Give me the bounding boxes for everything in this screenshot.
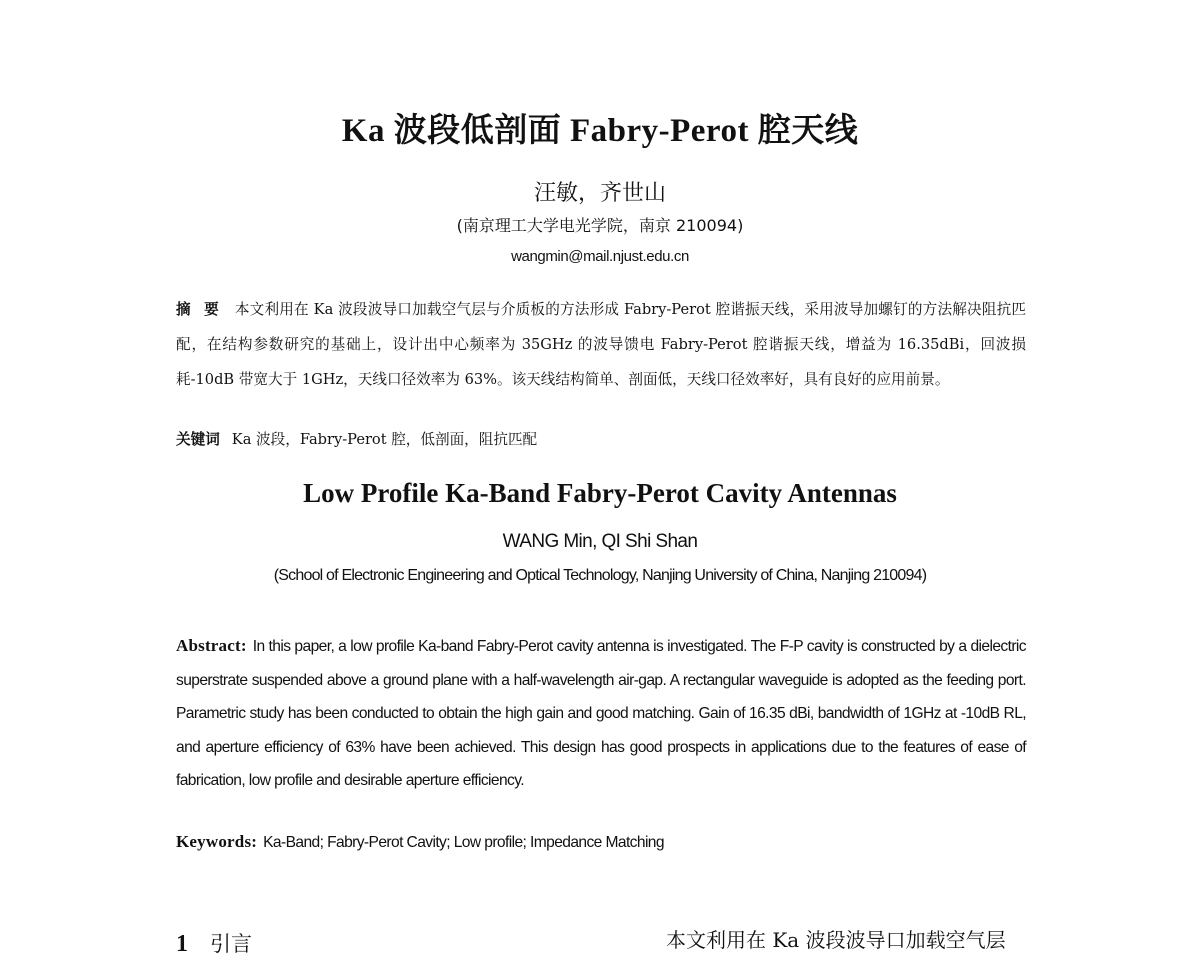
english-abstract bbox=[176, 629, 1026, 798]
english-title: Low Profile Ka-Band Fabry-Perot Cavity Antennas bbox=[303, 478, 897, 508]
english-keywords-label: Keywords: bbox=[176, 832, 258, 851]
section-1-heading bbox=[176, 928, 252, 958]
english-affiliation: (School of Electronic Engineering and Optical Technology, Nanjing University of China, Nanjing 210094) bbox=[273, 567, 927, 584]
chinese-affiliation: (南京理工大学电光学院，南京 210094) bbox=[456, 216, 744, 235]
author-email: wangmin@mail.njust.edu.cn bbox=[511, 248, 689, 265]
english-keywords-text: Ka-Band; Fabry-Perot Cavity; Low profile; Impedance Matching bbox=[263, 834, 664, 851]
chinese-abstract bbox=[176, 292, 1026, 397]
english-authors: WANG Min, QI Shi Shan bbox=[502, 531, 698, 552]
chinese-title: Ka 波段低剖面 Fabry-Perot 腔天线 bbox=[341, 113, 859, 149]
chinese-keywords-label: 关键词 bbox=[176, 431, 220, 448]
english-abstract-text: In this paper, a low profile Ka-band Fabry-Perot cavity antenna is investigated. The F-P cavity is constructed by a dielectric superstrate suspended above a ground plane with a half-wavelength air-gap. A rectangular waveguide is adopted as the feeding port. Parametric study has been conducted to obtain the high gain and good matching. Gain of 16.35 dBi, bandwidth of 1GHz at -10dB RL, and aperture efficiency of 63% have been achieved. This design has good prospects in applications due to the features of ease of fabrication, low profile and desirable aperture efficiency. bbox=[176, 638, 1026, 789]
english-keywords bbox=[176, 832, 664, 852]
english-abstract-label: Abstract: bbox=[176, 636, 247, 655]
column2-body-text: 本文利用在 Ka 波段波导口加载空气层 bbox=[666, 928, 1006, 952]
chinese-authors: 汪敏，齐世山 bbox=[533, 181, 666, 206]
chinese-keywords-text: Ka 波段，Fabry-Perot 腔，低剖面，阻抗匹配 bbox=[231, 431, 538, 448]
chinese-keywords bbox=[176, 428, 537, 449]
chinese-abstract-label: 摘 要 bbox=[176, 301, 223, 318]
section-number: 1 bbox=[176, 931, 188, 957]
chinese-abstract-text: 本文利用在 Ka 波段波导口加载空气层与介质板的方法形成 Fabry-Perot 腔谐振天线，采用波导加螺钉的方法解决阻抗匹配，在结构参数研究的基础上，设计出中心频率为 35GHz 的波导馈电 Fabry-Perot 腔谐振天线，增益为 16.35dBi，回波损耗-10dB 带宽大于 1GHz，天线口径效率为 63%。该天线结构简单、剖面低，天线口径效率好，具有良好的应用前景。 bbox=[176, 301, 1026, 388]
section-title: 引言 bbox=[210, 932, 252, 956]
